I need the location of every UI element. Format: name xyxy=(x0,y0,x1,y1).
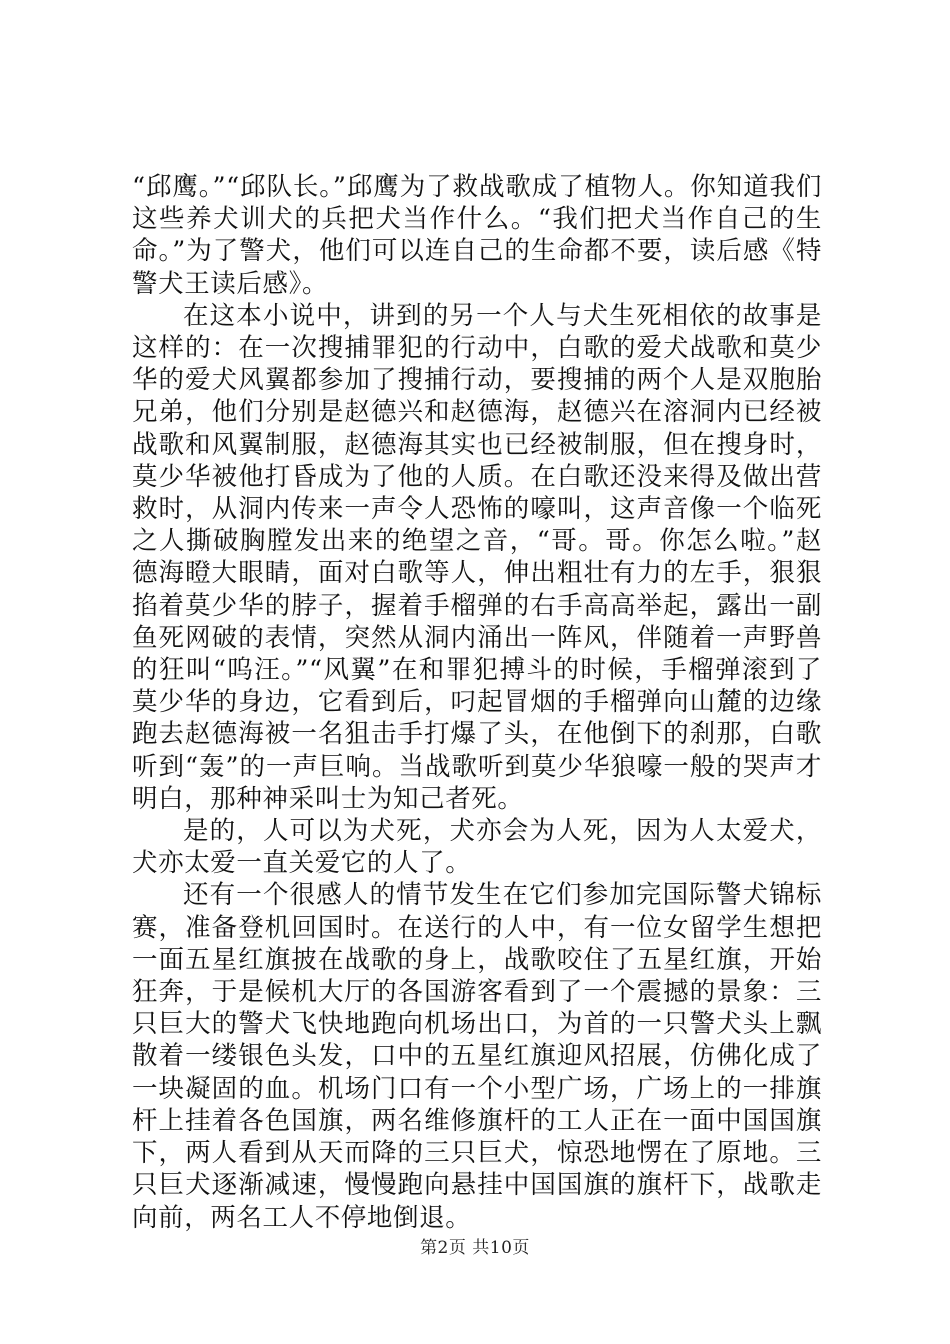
article-body xyxy=(132,171,822,1234)
paragraph-3: 是的，人可以为犬死，犬亦会为人死，因为人太爱犬，犬亦太爱一直关爱它的人了。 xyxy=(132,816,822,879)
paragraph-2: 在这本小说中，讲到的另一个人与犬生死相依的故事是这样的：在一次搜捕罪犯的行动中，白歌的爱犬战歌和莫少华的爱犬风翼都参加了搜捕行动，要搜捕的两个人是双胞胎兄弟，他们分别是赵德兴和赵德海，赵德兴在溶洞内已经被战歌和风翼制服，赵德海其实也已经被制服，但在搜身时，莫少华被他打昏成为了他的人质。在白歌还没来得及做出营救时，从洞内传来一声令人恐怖的嚎叫，这声音像一个临死之人撕破胸膛发出来的绝望之音，“哥。哥。你怎么啦。”赵德海瞪大眼睛，面对白歌等人，伸出粗壮有力的左手，狠狠掐着莫少华的脖子，握着手榴弹的右手高高举起，露出一副鱼死网破的表情，突然从洞内涌出一阵风，伴随着一声野兽的狂叫“呜汪。”“风翼”在和罪犯搏斗的时候，手榴弹滚到了莫少华的身边，它看到后，叼起冒烟的手榴弹向山麓的边缘跑去赵德海被一名狙击手打爆了头，在他倒下的刹那，白歌听到“轰”的一声巨响。当战歌听到莫少华狼嚎一般的哭声才明白，那种神采叫士为知己者死。 xyxy=(132,300,822,814)
page-number-label: 第2页 共10页 xyxy=(420,1238,530,1258)
page-footer xyxy=(0,1233,950,1258)
paragraph-1: “邱鹰。”“邱队长。”邱鹰为了救战歌成了植物人。你知道我们这些养犬训犬的兵把犬当作什么。“我们把犬当作自己的生命。”为了警犬，他们可以连自己的生命都不要，读后感《特警犬王读后感》。 xyxy=(132,172,822,299)
paragraph-4: 还有一个很感人的情节发生在它们参加完国际警犬锦标赛，准备登机回国时。在送行的人中，有一位女留学生想把一面五星红旗披在战歌的身上，战歌咬住了五星红旗，开始狂奔，于是候机大厅的各国游客看到了一个震撼的景象：三只巨大的警犬飞快地跑向机场出口，为首的一只警犬头上飘散着一缕银色头发，口中的五星红旗迎风招展，仿佛化成了一块凝固的血。机场门口有一个小型广场，广场上的一排旗杆上挂着各色国旗，两名维修旗杆的工人正在一面中国国旗下，两人看到从天而降的三只巨犬，惊恐地愣在了原地。三只巨犬逐渐减速，慢慢跑向悬挂中国国旗的旗杆下，战歌走向前，两名工人不停地倒退。 xyxy=(132,880,822,1233)
